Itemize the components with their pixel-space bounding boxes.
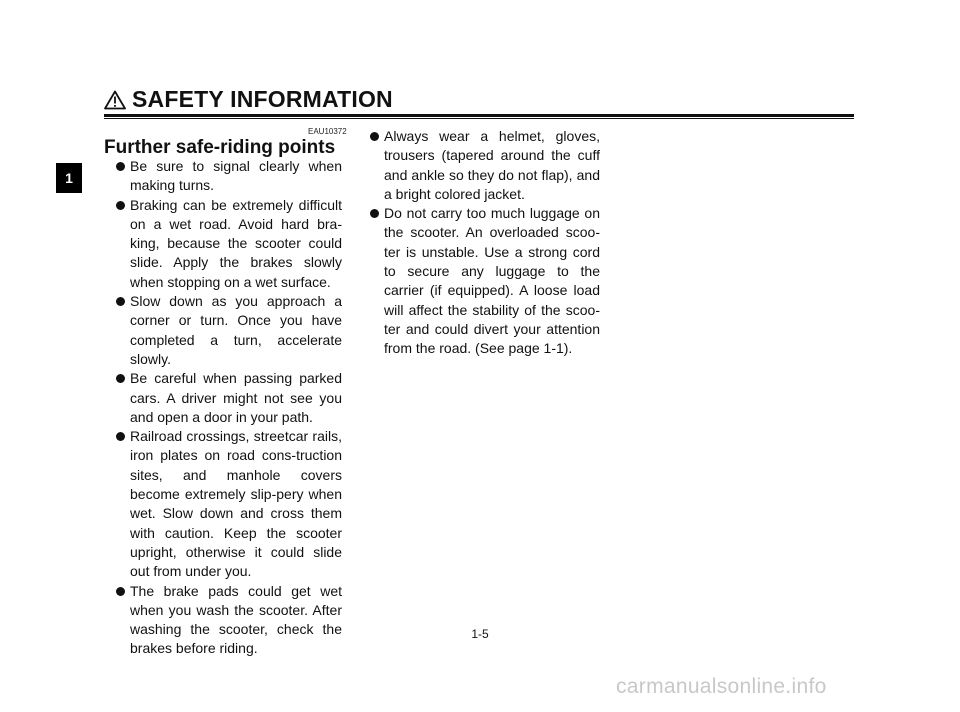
bullet-item bbox=[368, 204, 600, 358]
bullet-dot-icon bbox=[116, 587, 125, 596]
bullet-dot-icon bbox=[370, 209, 379, 218]
bullet-text: Slow down as you approach a corner or turn. Once you have completed a turn, accelerate slowly. bbox=[130, 293, 342, 367]
bullet-item bbox=[114, 157, 342, 196]
header-rule bbox=[104, 114, 854, 120]
bullet-text: Be careful when passing parked cars. A driver might not see you and open a door in your path. bbox=[130, 370, 342, 425]
bullet-text: Do not carry too much luggage on the scooter. An overloaded scoo-ter is unstable. Use a strong cord to secure any luggage to the carrier (if equipped). A loose load will affect the stability of the scoo-ter and could divert your attention from the road. (See page 1-1). bbox=[384, 205, 600, 357]
bullet-item bbox=[114, 582, 342, 659]
bullet-item bbox=[114, 427, 342, 581]
bullet-dot-icon bbox=[116, 162, 125, 171]
bullet-item bbox=[114, 292, 342, 369]
section-title: Further safe-riding points bbox=[104, 137, 336, 158]
chapter-tab: 1 bbox=[56, 163, 82, 193]
document-code: EAU10372 bbox=[308, 127, 347, 136]
left-column bbox=[114, 157, 342, 659]
page-number: 1-5 bbox=[471, 627, 489, 641]
bullet-dot-icon bbox=[116, 201, 125, 210]
bullet-dot-icon bbox=[116, 432, 125, 441]
watermark: carmanualsonline.info bbox=[616, 675, 827, 698]
header-title: SAFETY INFORMATION bbox=[132, 86, 393, 112]
warning-triangle-icon bbox=[104, 90, 126, 110]
bullet-dot-icon bbox=[116, 297, 125, 306]
bullet-dot-icon bbox=[370, 132, 379, 141]
bullet-text: Railroad crossings, streetcar rails, iron plates on road cons-truction sites, and manhole covers become extremely slip-pery when wet. Slow down and cross them with caution. Keep the scooter upright, otherwise it could slide out from under you. bbox=[130, 428, 342, 580]
bullet-text: Braking can be extremely difficult on a wet road. Avoid hard bra-king, because the scooter could slide. Apply the brakes slowly when stopping on a wet surface. bbox=[130, 196, 342, 290]
section-header bbox=[104, 86, 854, 118]
bullet-text: Be sure to signal clearly when making turns. bbox=[130, 158, 342, 194]
bullet-text: Always wear a helmet, gloves, trousers (tapered around the cuff and ankle so they do not flap), and a bright colored jacket. bbox=[384, 128, 600, 202]
bullet-text: The brake pads could get wet when you wash the scooter. After washing the scooter, check the brakes before riding. bbox=[130, 582, 342, 657]
bullet-dot-icon bbox=[116, 374, 125, 383]
bullet-item bbox=[114, 369, 342, 427]
bullet-item bbox=[368, 127, 600, 204]
bullet-item bbox=[114, 196, 342, 292]
right-bullet-list bbox=[368, 127, 600, 359]
right-column bbox=[368, 127, 600, 359]
left-bullet-list bbox=[114, 157, 342, 659]
